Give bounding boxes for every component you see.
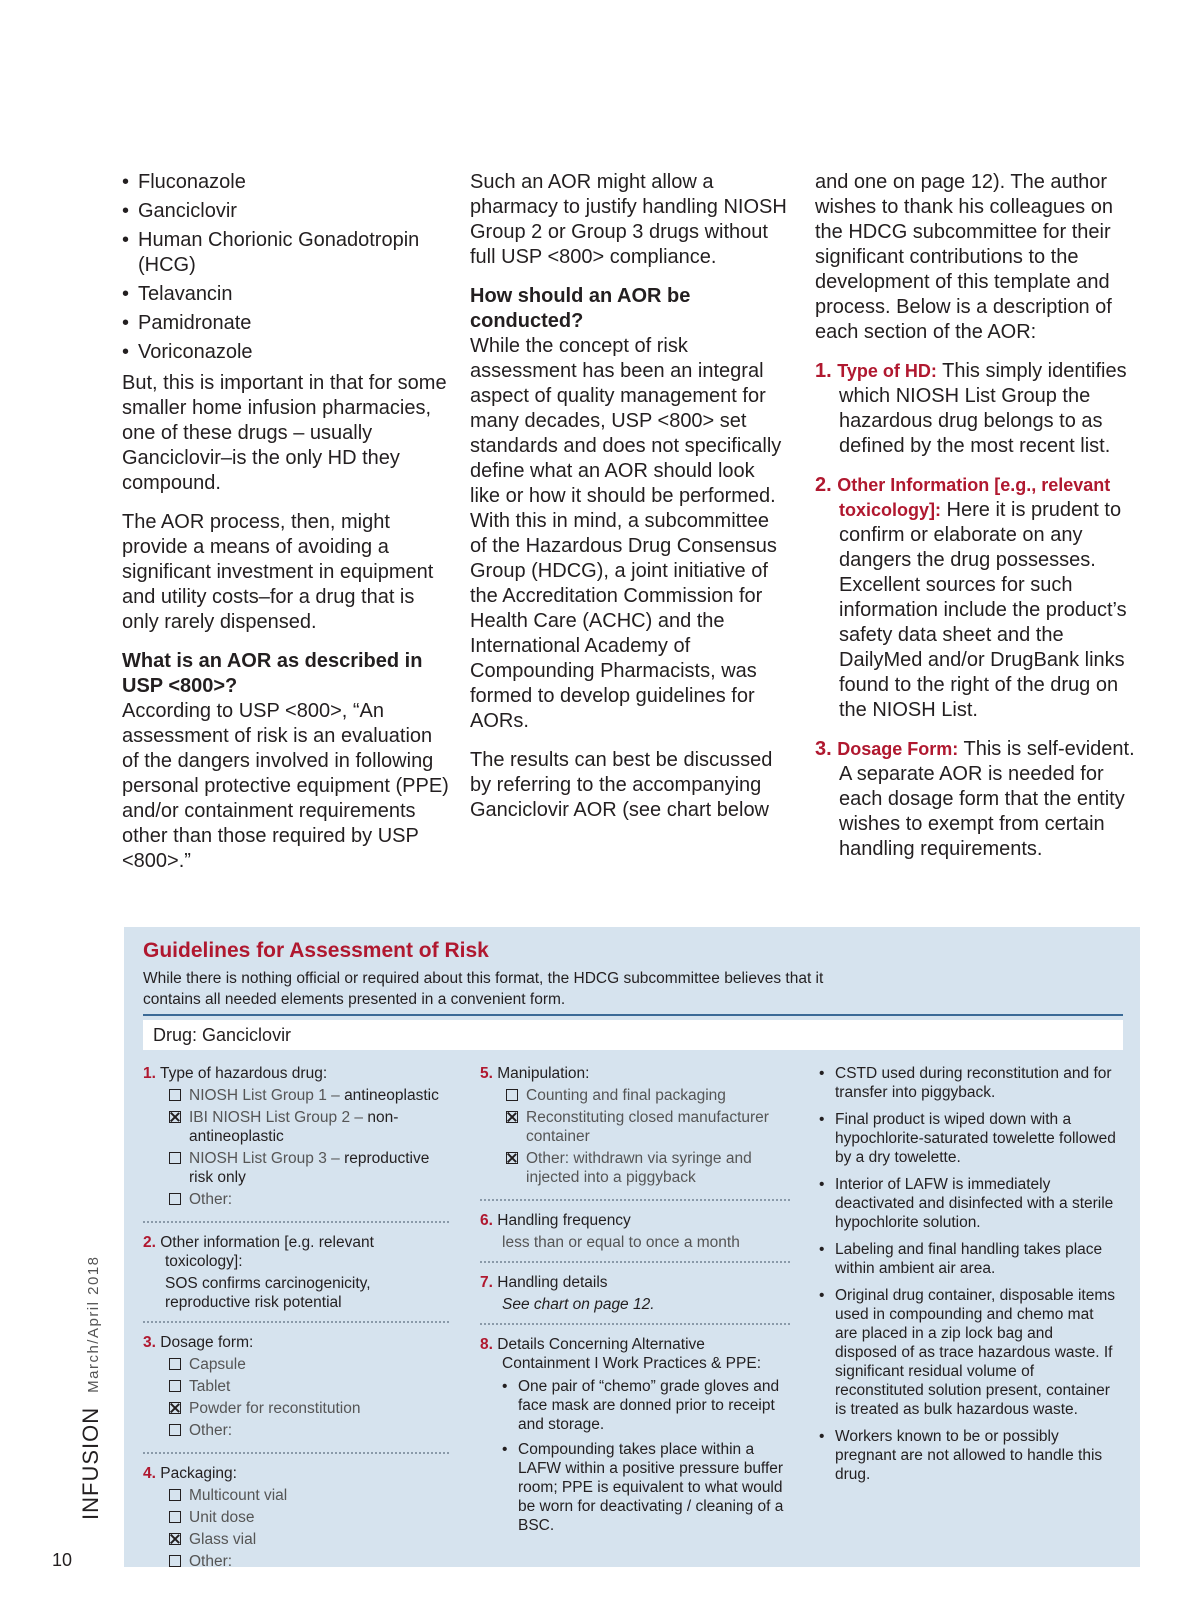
checkbox-option [169, 1399, 449, 1418]
section-heading: How should an AOR be conducted? [470, 285, 691, 332]
section-packaging [143, 1464, 449, 1583]
checked-checkbox-icon [506, 1152, 518, 1164]
paragraph: The AOR process, then, might provide a means of avoiding a significant investment in equipment and utility costs–for a drug that is only rarely dispensed. [122, 511, 434, 633]
section-head [143, 1333, 449, 1352]
option-text: Unit dose [189, 1509, 255, 1526]
list-item: • Ganciclovir [122, 199, 452, 224]
list-item: • Labeling and final handling takes place within ambient air area. [819, 1240, 1119, 1278]
checked-checkbox-icon [506, 1111, 518, 1123]
checkbox-option [169, 1421, 449, 1440]
section-number: 4. [143, 1465, 156, 1482]
checkbox-icon [169, 1152, 181, 1164]
section-number: 1. [143, 1065, 156, 1082]
section-title: Details Concerning Alternative Containment I Work Practices & PPE: [497, 1336, 762, 1372]
section-heading: What is an AOR as described in USP <800>? [122, 650, 423, 697]
numbered-item [815, 737, 1145, 862]
list-item: • CSTD used during reconstitution and for transfer into piggyback. [819, 1064, 1119, 1102]
section-number: 3. [143, 1334, 156, 1351]
option-text-strong: reproductive risk only [189, 1150, 430, 1186]
checkbox-option [169, 1508, 449, 1527]
section-head [480, 1273, 790, 1292]
section-number: 8. [480, 1336, 493, 1353]
column-3 [815, 170, 1145, 876]
option-text: NIOSH List Group 3 – [189, 1150, 345, 1167]
bullet-list [502, 1377, 790, 1535]
paragraph: While the concept of risk assessment has been an integral aspect of quality management for many decades, USP <800> set standards and does not specifically define what an AOR should look like or how it should be performed. With this in mind, a subcommittee of the Hazardous Drug Consensus Group (HDCG), a joint initiative of the Accreditation Commission for Health Care (ACHC) and the International Academy of Compounding Pharmacists, was formed to develop guidelines for AORs. [470, 335, 782, 732]
checkbox-icon [169, 1358, 181, 1370]
drug-label: Drug: [153, 1025, 198, 1045]
page-number: 10 [52, 1550, 73, 1570]
section-handling-frequency [480, 1211, 790, 1263]
option-text-strong: non-antineoplastic [189, 1109, 399, 1145]
section-title: Handling details [497, 1274, 608, 1291]
issue-date: March/April 2018 [85, 1255, 102, 1393]
list-item: • Voriconazole [122, 340, 452, 365]
box-title: Guidelines for Assessment of Risk [143, 939, 489, 962]
option-text: Multicount vial [189, 1487, 288, 1504]
section-number: 2. [143, 1234, 156, 1251]
option-text: Other: [189, 1422, 233, 1439]
section-title: Type of hazardous drug: [159, 1065, 328, 1082]
list-item: • Fluconazole [122, 170, 452, 195]
option-text: NIOSH List Group 1 – [189, 1087, 345, 1104]
checkbox-option [169, 1530, 449, 1549]
section-head [143, 1064, 449, 1083]
paragraph: Such an AOR might allow a pharmacy to justify handling NIOSH Group 2 or Group 3 drugs without full USP <800> compliance. [470, 171, 787, 268]
option-text: Counting and final packaging [526, 1087, 726, 1104]
checkbox-icon [506, 1089, 518, 1101]
list-item: • Pamidronate [122, 311, 452, 336]
section-title: Packaging: [160, 1465, 237, 1482]
checkbox-option [169, 1190, 449, 1209]
list-item: • Original drug container, disposable items used in compounding and chemo mat are placed in a zip lock bag and disposed of as trace hazardous waste. If significant residual volume of reconstituted solution present, container is treated as bulk hazardous waste. [819, 1286, 1119, 1419]
brand-logo: INFUSION [78, 1406, 103, 1520]
checkbox-icon [169, 1424, 181, 1436]
section-dosage-form [143, 1333, 449, 1454]
option-text: Reconstituting closed manufacturer container [526, 1109, 769, 1145]
option-text: Other: [189, 1553, 233, 1570]
divider [143, 1014, 1123, 1016]
checkbox-icon [169, 1511, 181, 1523]
option-text: Glass vial [189, 1531, 257, 1548]
item-text: Here it is prudent to confirm or elaborate on any dangers the drug possesses. Excellent sources for such information include the product’s safety data sheet and the DailyMed and/or DrugBank links found to the right of the drug on the NIOSH List. [839, 499, 1127, 721]
checked-checkbox-icon [169, 1533, 181, 1545]
section-alternative-containment [480, 1335, 790, 1550]
paragraph: But, this is important in that for some smaller home infusion pharmacies, one of these drugs – usually Ganciclovir–is the only HD they compound. [122, 372, 447, 494]
option-text: Powder for reconstitution [189, 1400, 361, 1417]
guidelines-column-1 [143, 1064, 449, 1593]
checked-checkbox-icon [169, 1111, 181, 1123]
section-title: Handling frequency [497, 1212, 631, 1229]
section-title: Other information [e.g. relevant toxicology]: [160, 1234, 374, 1270]
item-number: 3. [815, 738, 832, 760]
checkbox-option [169, 1377, 449, 1396]
section-head [480, 1211, 790, 1230]
checkbox-option [169, 1552, 449, 1571]
item-text: This is self-evident. A separate AOR is needed for each dosage form that the entity wishes to exempt from certain handling requirements. [839, 738, 1135, 860]
item-number: 1. [815, 360, 832, 382]
checkbox-option [506, 1108, 790, 1146]
checkbox-icon [169, 1555, 181, 1567]
checkbox-icon [169, 1193, 181, 1205]
checkbox-option [506, 1149, 790, 1187]
section-text: SOS confirms carcinogenicity, reproductive risk potential [165, 1275, 371, 1311]
section-text: See chart on page 12. [502, 1296, 655, 1313]
drug-field [143, 1020, 1123, 1050]
numbered-item [815, 359, 1145, 459]
checkbox-option [169, 1086, 449, 1105]
column-2 [470, 170, 790, 837]
checkbox-option [169, 1149, 449, 1187]
item-text: This simply identifies which NIOSH List Group the hazardous drug belongs to as defined by the most recent list. [839, 360, 1127, 457]
list-item: • One pair of “chemo” grade gloves and face mask are donned prior to receipt and storage. [502, 1377, 790, 1434]
section-number: 7. [480, 1274, 493, 1291]
item-label: Other Information [e.g., relevant toxicology]: [837, 475, 1111, 520]
guidelines-box [124, 927, 1140, 1570]
item-number: 2. [815, 474, 832, 496]
checkbox-icon [169, 1489, 181, 1501]
section-head [480, 1064, 790, 1083]
box-intro: While there is nothing official or required about this format, the HDCG subcommittee believes that it contains all needed elements presented in a convenient form. [143, 970, 824, 1008]
checkbox-option [169, 1108, 449, 1146]
guidelines-column-2 [480, 1064, 790, 1560]
paragraph: The results can best be discussed by referring to the accompanying Ganciclovir AOR (see chart below [470, 749, 773, 821]
item-label: Dosage Form: [837, 739, 959, 759]
list-item: • Workers known to be or possibly pregnant are not allowed to handle this drug. [819, 1427, 1119, 1484]
option-text-strong: antineoplastic [344, 1087, 439, 1104]
section-manipulation [480, 1064, 790, 1201]
vertical-footer [78, 1255, 104, 1520]
checkbox-option [506, 1086, 790, 1105]
checkbox-icon [169, 1089, 181, 1101]
list-item: • Final product is wiped down with a hypochlorite-saturated towelette followed by a dry towelette. [819, 1110, 1119, 1167]
list-item: • Telavancin [122, 282, 452, 307]
section-title: Manipulation: [497, 1065, 590, 1082]
section-type-of-hd [143, 1064, 449, 1223]
column-1 [122, 170, 452, 888]
section-title: Dosage form: [160, 1334, 254, 1351]
checkbox-icon [169, 1380, 181, 1392]
paragraph: According to USP <800>, “An assessment of risk is an evaluation of the dangers involved in following personal protective equipment (PPE) and/or containment requirements other than those required by USP <800>.” [122, 700, 449, 872]
section-text: less than or equal to once a month [502, 1234, 740, 1251]
section-other-info [143, 1233, 449, 1323]
option-text: Capsule [189, 1356, 246, 1373]
checked-checkbox-icon [169, 1402, 181, 1414]
section-handling-details [480, 1273, 790, 1325]
option-text: Tablet [189, 1378, 231, 1395]
section-number: 5. [480, 1065, 493, 1082]
option-text: IBI NIOSH List Group 2 – [189, 1109, 368, 1126]
paragraph: and one on page 12). The author wishes to thank his colleagues on the HDCG subcommittee for their significant contributions to the development of this template and process. Below is a description of each section of the AOR: [815, 171, 1113, 343]
list-item: • Interior of LAFW is immediately deactivated and disinfected with a sterile hypochlorite solution. [819, 1175, 1119, 1232]
checkbox-option [169, 1486, 449, 1505]
numbered-item [815, 473, 1145, 723]
drug-list [122, 170, 452, 365]
list-item: • Human Chorionic Gonadotropin (HCG) [122, 228, 452, 278]
option-text: Other: [189, 1191, 233, 1208]
section-head [143, 1233, 449, 1271]
section-number: 6. [480, 1212, 493, 1229]
drug-value: Ganciclovir [202, 1025, 292, 1045]
guidelines-column-3 [819, 1064, 1119, 1492]
option-text: Other: withdrawn via syringe and injected into a piggyback [526, 1150, 752, 1186]
checkbox-option [169, 1355, 449, 1374]
section-head [480, 1335, 790, 1373]
item-label: Type of HD: [837, 361, 937, 381]
bullet-list [819, 1064, 1119, 1484]
section-head [143, 1464, 449, 1483]
list-item: • Compounding takes place within a LAFW within a positive pressure buffer room; PPE is equivalent to what would be worn for deactivating / cleaning of a BSC. [502, 1440, 790, 1535]
